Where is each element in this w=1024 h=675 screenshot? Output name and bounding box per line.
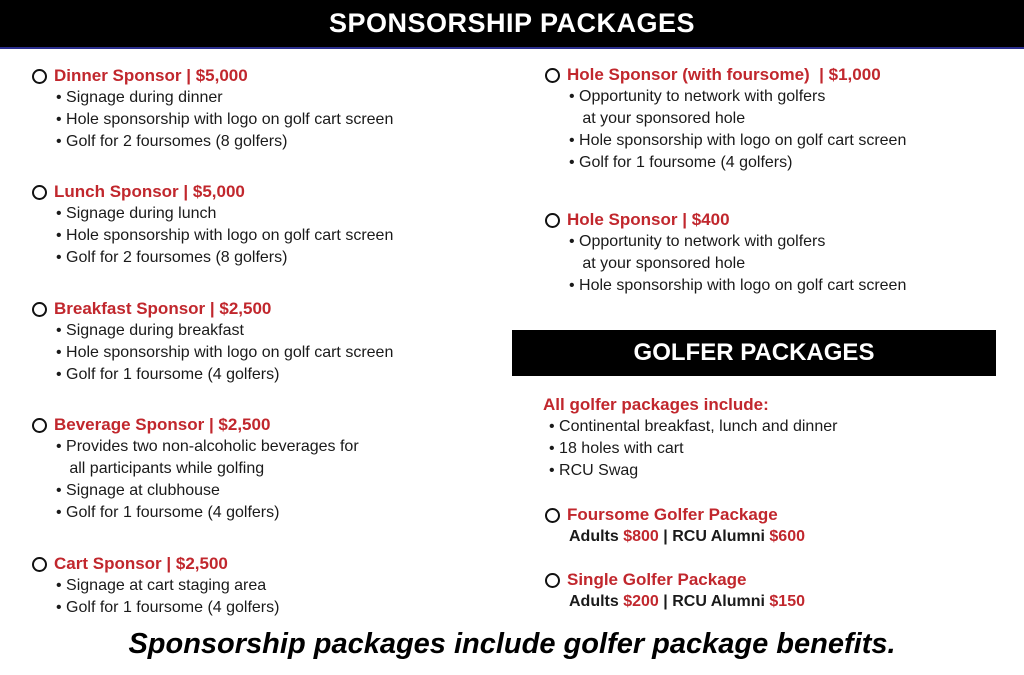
list-item: • Signage during dinner (56, 87, 393, 109)
list-item: • Golf for 1 foursome (4 golfers) (56, 502, 359, 524)
alumni-price: $600 (769, 528, 805, 545)
price-line (545, 526, 805, 548)
sponsorship-banner (0, 0, 1024, 49)
list-item: • Hole sponsorship with logo on golf cart screen (56, 225, 393, 247)
includes-heading: All golfer packages include: (543, 395, 769, 414)
radio-dinner[interactable] (32, 69, 47, 84)
radio-beverage[interactable] (32, 418, 47, 433)
list-item: • Signage during lunch (56, 203, 393, 225)
package-title: Hole Sponsor (with foursome) | $1,000 (567, 65, 881, 84)
list-item: • Opportunity to network with golfers (569, 231, 906, 253)
radio-breakfast[interactable] (32, 302, 47, 317)
adults-label: Adults (569, 593, 619, 610)
radio-hole[interactable] (545, 213, 560, 228)
adults-price: $800 (623, 528, 659, 545)
list-item: at your sponsored hole (582, 110, 746, 127)
alumni-price: $150 (769, 593, 805, 610)
list-item: • Hole sponsorship with logo on golf cart screen (569, 275, 906, 297)
package-hole (545, 209, 906, 297)
radio-foursome-golfer[interactable] (545, 508, 560, 523)
package-hole-foursome (545, 64, 906, 174)
list-item: • Golf for 1 foursome (4 golfers) (569, 152, 906, 174)
separator: | (663, 593, 668, 610)
section-title: GOLFER PACKAGES (633, 339, 875, 366)
list-item: • Signage at clubhouse (56, 480, 359, 502)
list-item: • Opportunity to network with golfers (569, 86, 906, 108)
alumni-label: RCU Alumni (672, 593, 765, 610)
package-single-golfer (545, 569, 805, 613)
package-foursome-golfer (545, 504, 805, 548)
package-breakfast (32, 298, 393, 386)
alumni-label: RCU Alumni (672, 528, 765, 545)
package-title: Dinner Sponsor | $5,000 (54, 66, 248, 85)
radio-lunch[interactable] (32, 185, 47, 200)
adults-label: Adults (569, 528, 619, 545)
list-item: • Golf for 2 foursomes (8 golfers) (56, 247, 393, 269)
separator: | (663, 528, 668, 545)
package-title: Beverage Sponsor | $2,500 (54, 415, 271, 434)
list-item: at your sponsored hole (582, 255, 746, 272)
list-item: • Hole sponsorship with logo on golf cart screen (569, 130, 906, 152)
list-item: • 18 holes with cart (549, 438, 837, 460)
package-title: Cart Sponsor | $2,500 (54, 554, 228, 573)
footer-note: Sponsorship packages include golfer package benefits. (128, 628, 896, 660)
package-title: Foursome Golfer Package (567, 505, 778, 524)
golfer-packages-banner (512, 330, 996, 376)
list-item: • Golf for 1 foursome (4 golfers) (56, 364, 393, 386)
package-title: Breakfast Sponsor | $2,500 (54, 299, 272, 318)
list-item: • Signage during breakfast (56, 320, 393, 342)
list-item: all participants while golfing (69, 460, 265, 477)
price-line (545, 591, 805, 613)
radio-single-golfer[interactable] (545, 573, 560, 588)
list-item: • Continental breakfast, lunch and dinner (549, 416, 837, 438)
package-cart (32, 553, 279, 619)
list-item: • Hole sponsorship with logo on golf cart screen (56, 342, 393, 364)
list-item: • Hole sponsorship with logo on golf cart screen (56, 109, 393, 131)
list-item: • Provides two non-alcoholic beverages for (56, 436, 359, 458)
package-title: Single Golfer Package (567, 570, 747, 589)
package-lunch (32, 181, 393, 269)
golfer-includes (543, 394, 837, 482)
package-title: Lunch Sponsor | $5,000 (54, 182, 245, 201)
list-item: • RCU Swag (549, 460, 837, 482)
package-title: Hole Sponsor | $400 (567, 210, 730, 229)
package-dinner (32, 65, 393, 153)
page-title: SPONSORSHIP PACKAGES (328, 8, 696, 38)
adults-price: $200 (623, 593, 659, 610)
list-item: • Signage at cart staging area (56, 575, 279, 597)
list-item: • Golf for 1 foursome (4 golfers) (56, 597, 279, 619)
radio-cart[interactable] (32, 557, 47, 572)
package-beverage (32, 414, 359, 524)
list-item: • Golf for 2 foursomes (8 golfers) (56, 131, 393, 153)
radio-hole-foursome[interactable] (545, 68, 560, 83)
